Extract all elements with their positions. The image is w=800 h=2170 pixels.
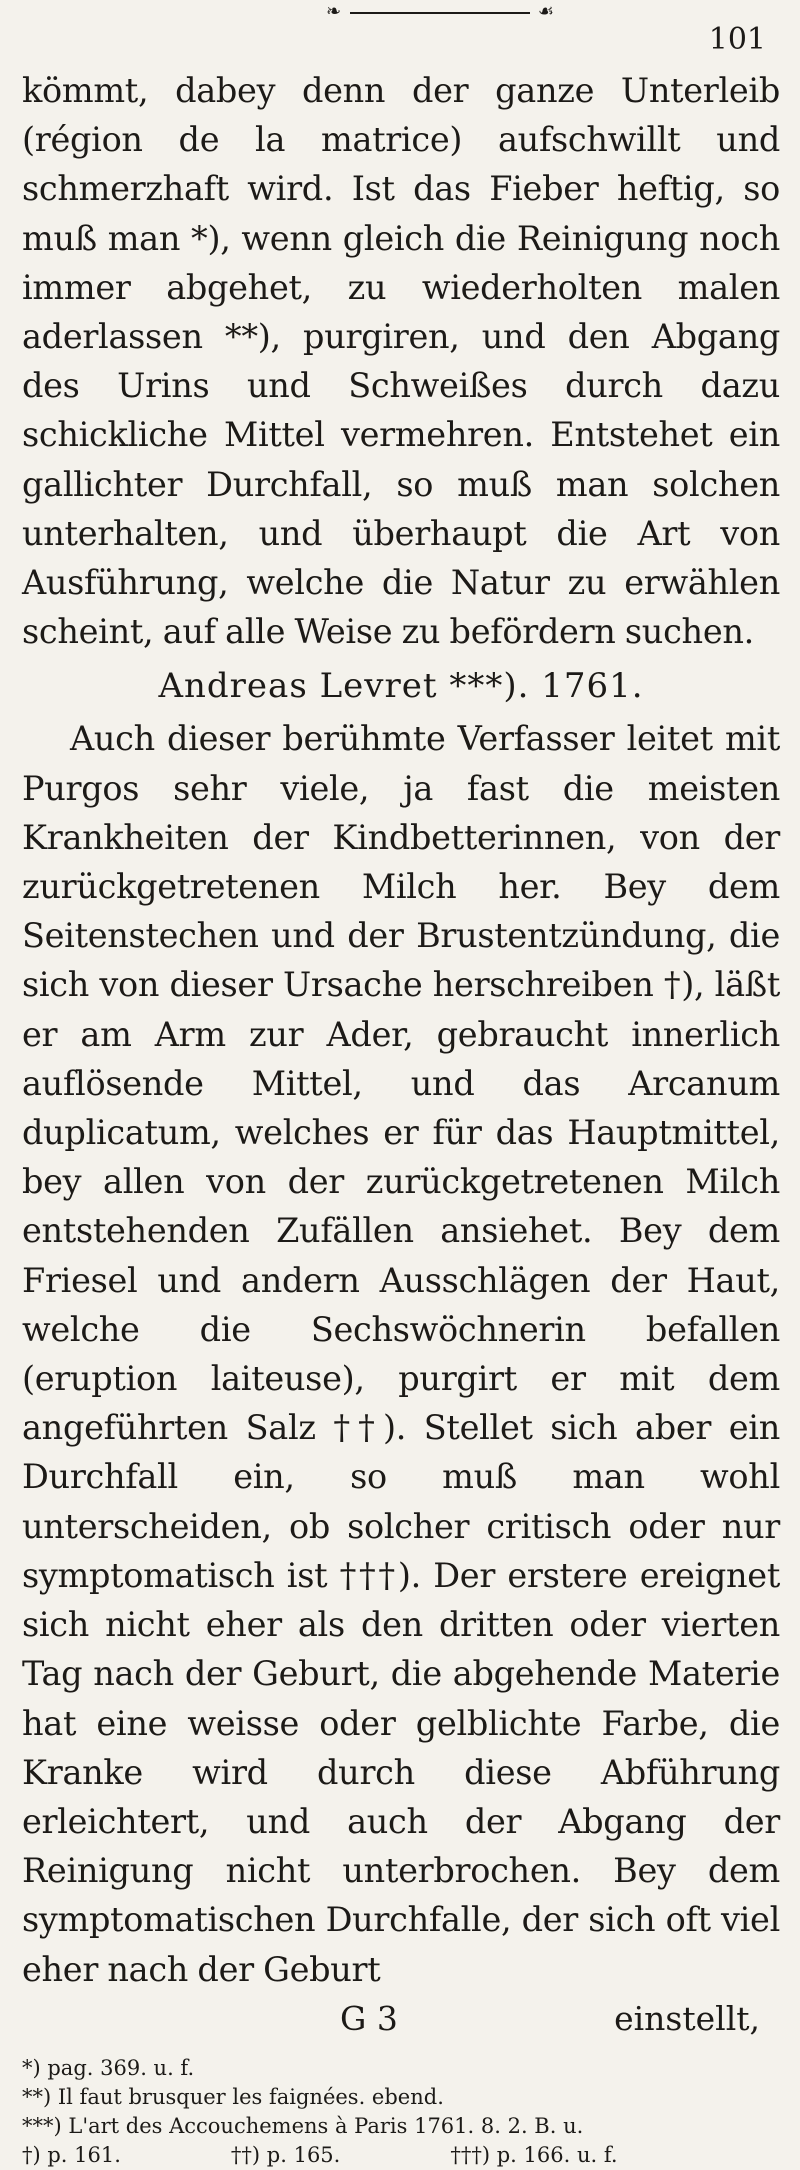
footnote-4b: ††) p. 165. (230, 2142, 341, 2167)
ornament-rule (350, 12, 530, 14)
footnote-2: **) Il faut brusquer les faignées. ebend. (22, 2084, 444, 2109)
page-number: 101 (708, 22, 766, 57)
header-ornament (320, 1, 560, 22)
ornament-left-flourish: ❧ (326, 1, 342, 22)
paragraph-1: kömmt, dabey denn der ganze Unterleib (région de la matrice) aufschwillt und schmerzhaft wird. Ist das Fieber heftig, so muß man *), wenn gleich die Reinigung noch immer abgehet, zu wiederholten malen aderlassen **), purgiren, und den Abgang des Urins und Schweißes durch dazu schickliche Mittel vermehren. Entstehet ein gallichter Durchfall, so muß man solchen unterhalten, und überhaupt die Art von Ausführung, welche die Natur zu erwählen scheint, auf alle Weise zu befördern suchen. (22, 71, 780, 652)
footnote-1: *) pag. 369. u. f. (22, 2055, 195, 2080)
footnotes (22, 2054, 780, 2170)
ornament-right-flourish: ☙ (537, 1, 554, 22)
footnote-3: ***) L'art des Accouchemens à Paris 1761. 8. 2. B. u. (22, 2113, 584, 2138)
section-title: Andreas Levret ***). 1761. (158, 666, 644, 707)
paragraph-2: Auch dieser berühmte Verfasser leitet mit Purgos sehr viele, ja fast die meisten Krankheiten der Kindbetterinnen, von der zurückgetretenen Milch her. Bey dem Seitenstechen und der Brustentzündung, die sich von dieser Ursache herschreiben †), läßt er am Arm zur Ader, gebraucht innerlich auflösende Mittel, und das Arcanum duplicatum, welches er für das Hauptmittel, bey allen von der zurückgetretenen Milch entstehenden Zufällen ansiehet. Bey dem Friesel und andern Ausschlägen der Haut, welche die Sechswöchnerin befallen (eruption laiteuse), purgirt er mit dem angeführten Salz ††). Stellet sich aber ein Durchfall ein, so muß man wohl unterscheiden, ob solcher critisch oder nur symptomatisch ist †††). Der erstere ereignet sich nicht eher als den dritten oder vierten Tag nach der Geburt, die abgehende Materie hat eine weisse oder gelblichte Farbe, die Kranke wird durch diese Abführung erleichtert, und auch der Abgang der Reinigung nicht unterbrochen. Bey dem symptomatischen Durchfalle, der sich oft viel eher nach der Geburt (22, 719, 780, 1989)
catchword: einstellt, (614, 1998, 760, 2038)
footnote-4a: †) p. 161. (22, 2142, 121, 2167)
catchline (22, 1994, 780, 2044)
signature-mark: G 3 (340, 1998, 398, 2038)
footnote-row (22, 2141, 780, 2170)
footnote-4c: †††) p. 166. u. f. (450, 2142, 618, 2167)
page-header (22, 0, 780, 66)
body-text (22, 66, 780, 1994)
